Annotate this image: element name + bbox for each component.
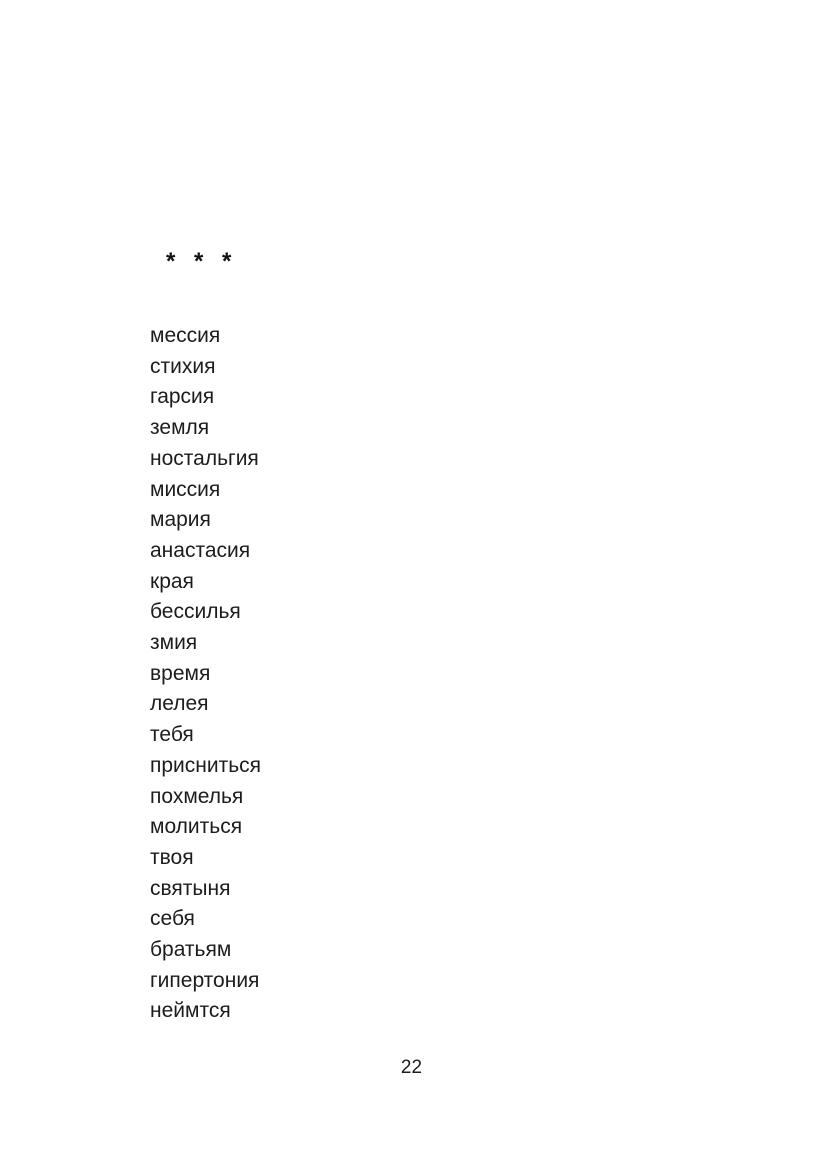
section-marker: * * * <box>166 248 238 275</box>
page-number: 22 <box>400 1057 423 1078</box>
poem-line: братьям <box>150 938 232 962</box>
poem-line: анастасия <box>150 538 251 562</box>
poem-line: себя <box>150 907 195 931</box>
poem-line: мария <box>150 508 211 532</box>
poem-line: ностальгия <box>150 446 259 470</box>
poem-line: мессия <box>150 324 221 347</box>
poem-line: миссия <box>150 477 221 501</box>
poem-line: гарсия <box>150 385 215 409</box>
poem-line: время <box>150 661 211 685</box>
poem-line: края <box>150 569 194 593</box>
poem-line: лелея <box>150 692 209 716</box>
poem-line: бессилья <box>150 600 241 624</box>
poem-line: гипертония <box>150 968 260 992</box>
poem-line: неймтся <box>150 999 231 1023</box>
poem-line: земля <box>150 416 210 440</box>
poem-line: святыня <box>150 876 231 900</box>
poem-line: змия <box>150 631 198 655</box>
poem-text <box>150 321 261 1027</box>
poem-line: присниться <box>150 753 262 777</box>
poem-line: стихия <box>150 354 216 378</box>
poem-line: тебя <box>150 723 194 747</box>
poem-line: похмелья <box>150 784 244 808</box>
poem-line: молиться <box>150 815 243 839</box>
poem-line: твоя <box>150 845 194 869</box>
